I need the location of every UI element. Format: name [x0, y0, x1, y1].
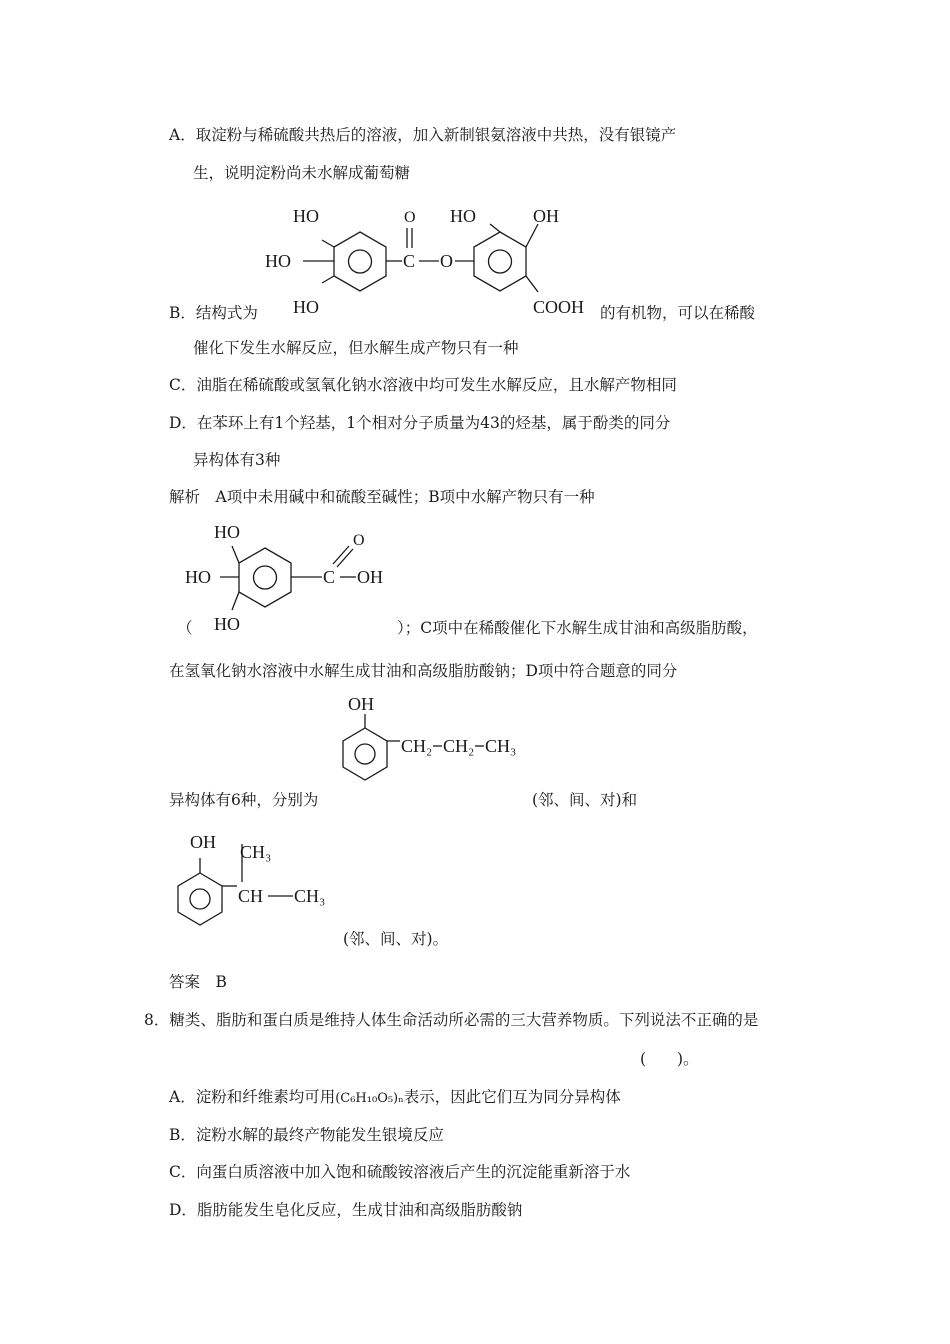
ring-isopropylphenol [178, 873, 222, 925]
q7-option-d-line2: 异构体有3种 [193, 451, 281, 469]
q8-option-a [169, 1087, 621, 1109]
gallic-acid-structure [180, 518, 410, 638]
analysis-line5-suffix: (邻、间、对)。 [343, 930, 449, 948]
q7-option-a-line2: 生，说明淀粉尚未水解成葡萄糖 [193, 164, 411, 182]
ring-left [334, 232, 386, 291]
q7-option-b-suffix: 的有机物，可以在稀酸 [600, 304, 756, 322]
answer: 答案 B [169, 973, 227, 991]
isopropylphenol-structure [168, 826, 348, 946]
analysis-line2-text: ）；C项中在稀酸催化下水解生成甘油和高级脂肪酸， [397, 619, 758, 637]
propyl-ch2-1: CH₂ [401, 736, 433, 756]
ho-top-right: HO [450, 206, 476, 226]
carbonyl-c: C [403, 251, 416, 271]
q8-option-d: D．脂肪能发生皂化反应，生成甘油和高级脂肪酸钠 [169, 1201, 523, 1219]
analysis-open-paren: （ [177, 619, 193, 637]
q8-option-a-pre: A．淀粉和纤维素均可用 [169, 1088, 336, 1106]
carbonyl-o: O [404, 209, 416, 226]
q7-option-c: C．油脂在稀硫酸或氢氧化钠水溶液中均可发生水解反应，且水解产物相同 [169, 376, 677, 394]
q8-option-a-post: 表示，因此它们互为同分异构体 [403, 1088, 621, 1106]
ho-middle: HO [185, 567, 211, 587]
analysis-line4-suffix: (邻、间、对)和 [532, 791, 638, 809]
acid-oh: OH [357, 567, 383, 587]
q8-option-c: C．向蛋白质溶液中加入饱和硫酸铵溶液后产生的沉淀能重新溶于水 [169, 1163, 631, 1181]
acid-o: O [353, 532, 365, 549]
propylphenol-oh: OH [348, 694, 374, 714]
ester-o: O [440, 251, 453, 271]
ho-bottom: HO [214, 614, 240, 634]
acid-c: C [323, 567, 336, 587]
q8-stem: 8．糖类、脂肪和蛋白质是维持人体生命活动所必需的三大营养物质。下列说法不正确的是 [144, 1011, 759, 1029]
cooh-group: COOH [533, 297, 585, 317]
ring-propylphenol [343, 728, 387, 780]
ho-top-left: HO [293, 206, 319, 226]
analysis-line3: 在氢氧化钠水溶液中水解生成甘油和高级脂肪酸钠；D项中符合题意的同分 [169, 662, 678, 680]
q7-option-a-line1: A．取淀粉与稀硫酸共热后的溶液，加入新制银氨溶液中共热，没有银镜产 [169, 126, 677, 144]
propyl-ch2-2: CH₂ [443, 736, 475, 756]
ho-bottom-left: HO [293, 297, 319, 317]
isopropyl-ch: CH [238, 886, 264, 906]
ho-top: HO [214, 522, 240, 542]
q7-option-b-prefix: B．结构式为 [169, 304, 258, 322]
ho-left: HO [265, 251, 291, 271]
isopropyl-ch3-top: CH₃ [240, 842, 272, 862]
q8-answer-blank: ( )。 [640, 1050, 699, 1068]
oh-right: OH [533, 206, 559, 226]
propylphenol-structure [325, 690, 530, 790]
ring-right [474, 232, 526, 291]
propyl-ch3: CH₃ [485, 736, 517, 756]
isopropylphenol-oh: OH [190, 832, 216, 852]
q8-option-a-formula: (C₆H₁₀O₅)ₙ [335, 1091, 404, 1106]
ester-structure [255, 200, 615, 325]
q7-option-d-line1: D．在苯环上有1个羟基，1个相对分子质量为43的烃基，属于酚类的同分 [169, 414, 671, 432]
analysis-line4-prefix: 异构体有6种，分别为 [169, 791, 319, 809]
analysis-line1: 解析 A项中未用碱中和硫酸至碱性；B项中水解产物只有一种 [169, 488, 595, 506]
ring-gallic [239, 548, 291, 607]
q7-option-b-line2: 催化下发生水解反应，但水解生成产物只有一种 [193, 339, 519, 357]
isopropyl-ch3-right: CH₃ [294, 886, 326, 906]
q8-option-b: B．淀粉水解的最终产物能发生银境反应 [169, 1126, 444, 1144]
